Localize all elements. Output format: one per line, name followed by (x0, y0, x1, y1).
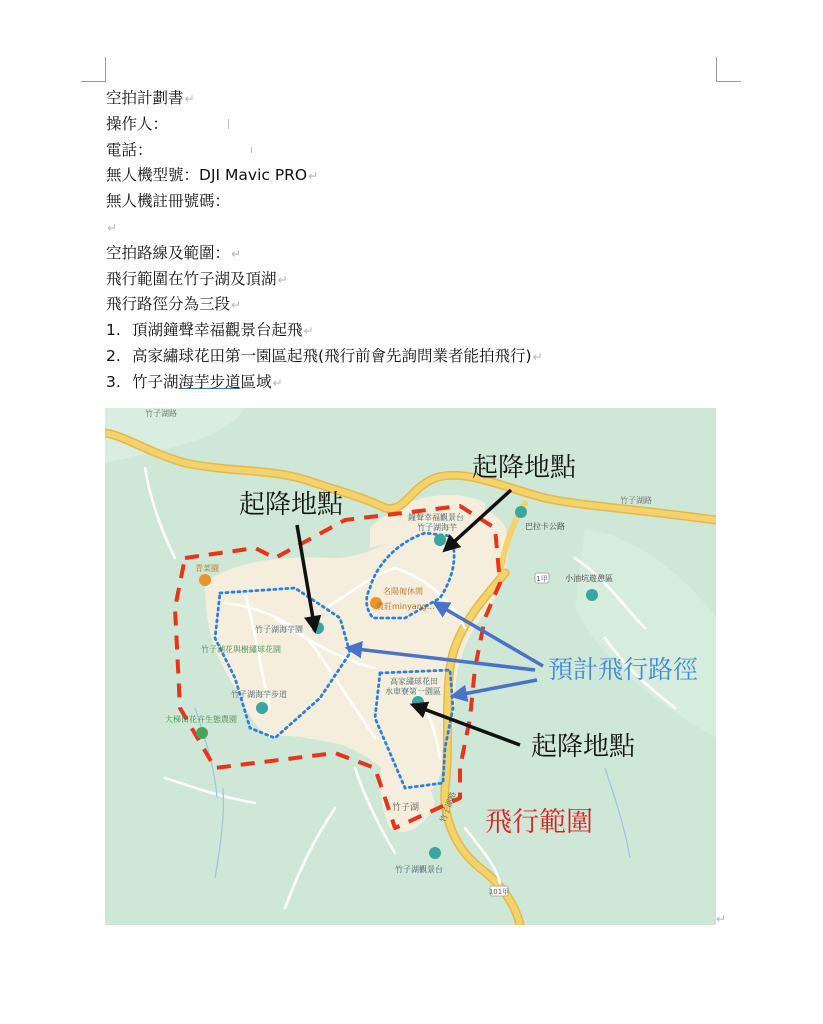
paragraph-mark-icon: ↵ (716, 912, 727, 926)
place-label: 竹子湖海芋 (417, 523, 457, 532)
paragraph-mark-icon: ↵ (107, 220, 118, 235)
list-text: 區域 (240, 372, 272, 391)
segments-text: 飛行路徑分為三段 (106, 295, 231, 314)
cursor-tick (228, 119, 229, 129)
place-label: 竹子湖路 (145, 409, 177, 418)
empty-line (106, 215, 726, 241)
paragraph-mark-icon: ↵ (231, 298, 242, 313)
place-label: 竹子湖路 (620, 496, 652, 505)
place-label: 農莊minyang... (376, 602, 435, 611)
paragraph-mark-icon: ↵ (308, 169, 319, 184)
flight-plan-map (105, 408, 716, 925)
takeoff-label-1: 起降地點 (472, 453, 577, 482)
place-label: 竹子湖花與樹繡球花園 (201, 645, 281, 654)
paragraph-mark-icon: ↵ (277, 272, 288, 287)
place-label: 巴拉卡公路 (525, 522, 565, 531)
document-body (106, 86, 726, 396)
list-item (106, 370, 726, 396)
model-label: 無人機型號： (106, 166, 200, 185)
registration-label: 無人機註冊號碼： (106, 192, 231, 211)
place-label: 竹子湖 (392, 803, 420, 813)
route-label: 空拍路線及範圍： (106, 243, 231, 262)
road-shield-label: 101甲 (488, 888, 510, 896)
paragraph-mark-icon: ↵ (231, 246, 242, 261)
paragraph-mark-icon: ↵ (272, 375, 283, 390)
takeoff-label-3: 起降地點 (531, 732, 636, 761)
segments-line (106, 292, 726, 318)
crop-mark-top-right (716, 57, 741, 82)
phone-label: 電話： (106, 140, 153, 159)
camera-pin-icon (515, 506, 527, 518)
camera-pin-icon (429, 847, 441, 859)
phone-line (106, 138, 726, 164)
list-text: 頂湖鐘聲幸福觀景台起飛 (132, 321, 303, 340)
model-line (106, 163, 726, 189)
doc-title-text: 空拍計劃書 (106, 89, 184, 107)
list-number: 1. (106, 321, 121, 340)
range-text: 飛行範圍在竹子湖及頂湖 (106, 269, 277, 288)
flight-range-label: 飛行範圍 (485, 807, 593, 837)
planned-path-label: 預計飛行路徑 (548, 657, 699, 684)
place-label: 竹子湖觀景台 (395, 865, 443, 874)
camera-pin-icon (586, 589, 598, 601)
list-number: 2. (106, 346, 121, 365)
cursor-tick (251, 147, 252, 153)
list-number: 3. (106, 372, 121, 391)
place-label: 竹子湖海芋園 (255, 625, 303, 634)
road-shield-label: 1甲 (536, 575, 548, 583)
underlined-term: 海芋步道 (178, 372, 241, 391)
place-label: 青菜園 (195, 564, 219, 573)
operator-line (106, 112, 726, 138)
place-label: 竹子湖路 (438, 790, 458, 824)
operator-label: 操作人： (106, 114, 169, 133)
camera-pin-icon (256, 702, 268, 714)
place-label: 高家繡球花田 (390, 677, 438, 686)
route-line (106, 241, 726, 267)
doc-title (106, 86, 726, 112)
place-label: 鐘聲幸福觀景台 (408, 513, 464, 522)
place-label: 竹子湖海芋步道 (231, 690, 287, 699)
range-line (106, 267, 726, 293)
place-label: 水車寮第一園區 (385, 687, 441, 696)
place-label: 名陽匍休閒 (383, 587, 423, 596)
camera-pin-icon (434, 534, 446, 546)
registration-line (106, 189, 726, 215)
crop-mark-top-left (81, 57, 106, 82)
model-value: DJI Mavic PRO (199, 166, 308, 185)
place-label: 小油坑遊憩區 (565, 574, 613, 583)
list-text: 竹子湖 (132, 372, 179, 391)
paragraph-mark-icon: ↵ (303, 324, 314, 339)
list-text: 高家繡球花田第一園區起飛(飛行前會先詢問業者能拍飛行) (132, 346, 532, 365)
place-label: 大梯田花卉生態農園 (165, 715, 237, 724)
list-item (106, 318, 726, 344)
food-pin-icon (199, 574, 211, 586)
list-item (106, 344, 726, 370)
takeoff-label-2: 起降地點 (239, 490, 344, 519)
park-pin-icon (196, 727, 208, 739)
paragraph-mark-icon: ↵ (532, 349, 543, 364)
paragraph-mark-icon: ↵ (184, 92, 195, 106)
